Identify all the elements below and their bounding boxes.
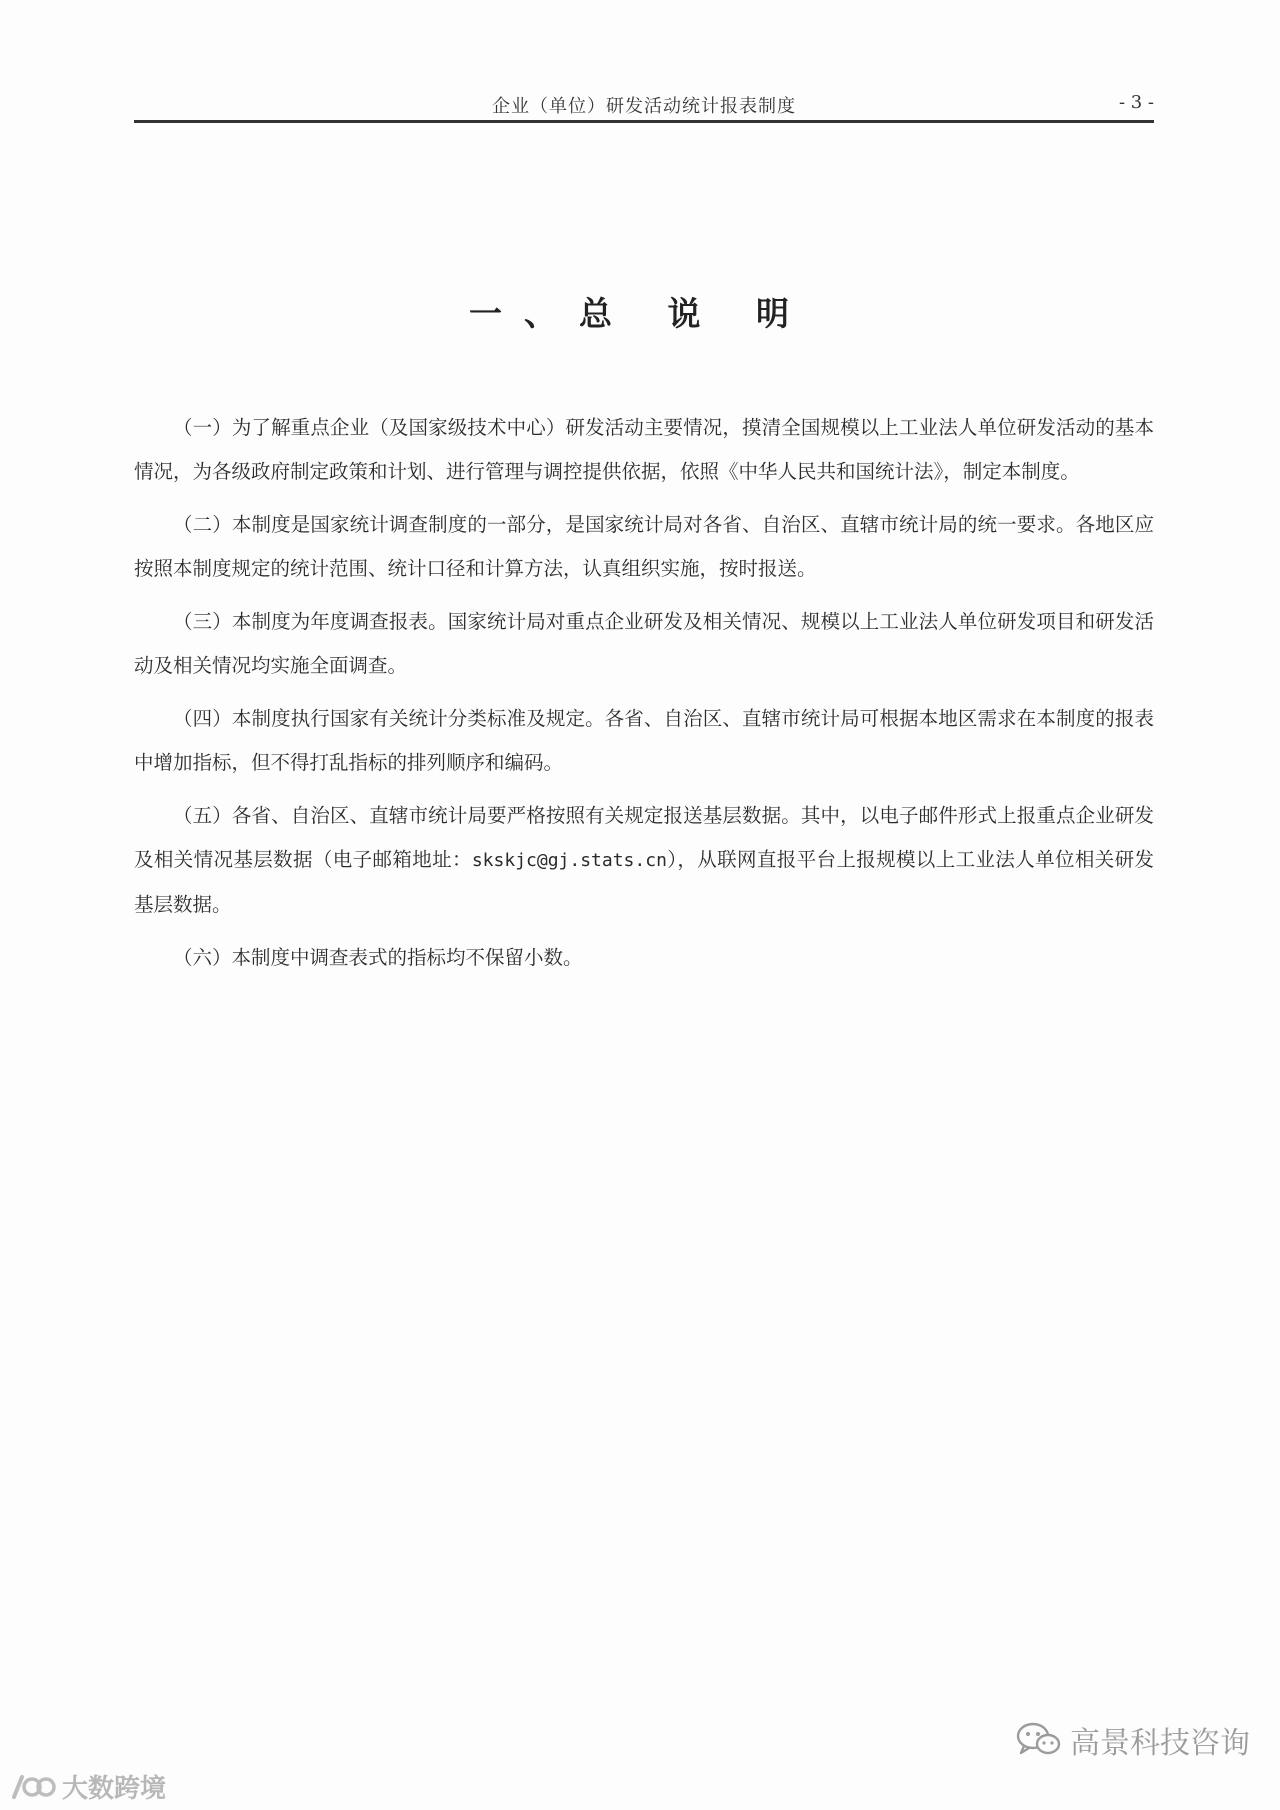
section-title: 一、总 说 明 <box>469 294 811 333</box>
brand-logo-icon <box>8 1771 56 1803</box>
paragraph-2: （二）本制度是国家统计调查制度的一部分，是国家统计局对各省、自治区、直辖市统计局的统一要求。各地区应按照本制度规定的统计范围、统计口径和计算方法，认真组织实施，按时报送。 <box>134 513 1154 580</box>
body-text <box>134 406 1154 989</box>
page-header <box>134 88 1154 123</box>
watermark-right <box>1016 1718 1250 1762</box>
page-number: - 3 - <box>1118 92 1154 113</box>
paragraph-6: （六）本制度中调查表式的指标均不保留小数。 <box>173 946 583 969</box>
watermark-left-text: 大数跨境 <box>62 1774 167 1804</box>
paragraph-1: （一）为了解重点企业（及国家级技术中心）研发活动主要情况，摸清全国规模以上工业法人单位研发活动的基本情况，为各级政府制定政策和计划、进行管理与调控提供依据，依照《中华人民共和国统计法》，制定本制度。 <box>134 416 1154 483</box>
watermark-right-text: 高景科技咨询 <box>1070 1726 1250 1761</box>
watermark-left <box>8 1768 166 1805</box>
paragraph-4: （四）本制度执行国家有关统计分类标准及规定。各省、自治区、直辖市统计局可根据本地区需求在本制度的报表中增加指标，但不得打乱指标的排列顺序和编码。 <box>134 707 1154 774</box>
email-address: skskjc@gj.stats.cn <box>471 850 667 871</box>
paragraph-5-text-after: ），从联网直报平台上报规模以上工业法人单位相关研发基层数据。 <box>134 848 1154 916</box>
paragraph-3: （三）本制度为年度调查报表。国家统计局对重点企业研发及相关情况、规模以上工业法人单位研发项目和研发活动及相关情况均实施全面调查。 <box>134 610 1154 677</box>
header-title: 企业（单位）研发活动统计报表制度 <box>492 96 796 117</box>
wechat-icon <box>1016 1722 1062 1758</box>
paragraph-5 <box>134 794 1154 927</box>
paragraph-5-text-before: （五）各省、自治区、直辖市统计局要严格按照有关规定报送基层数据。其中，以电子邮件形式上报重点企业研发及相关情况基层数据（电子邮箱地址： <box>134 804 1154 871</box>
